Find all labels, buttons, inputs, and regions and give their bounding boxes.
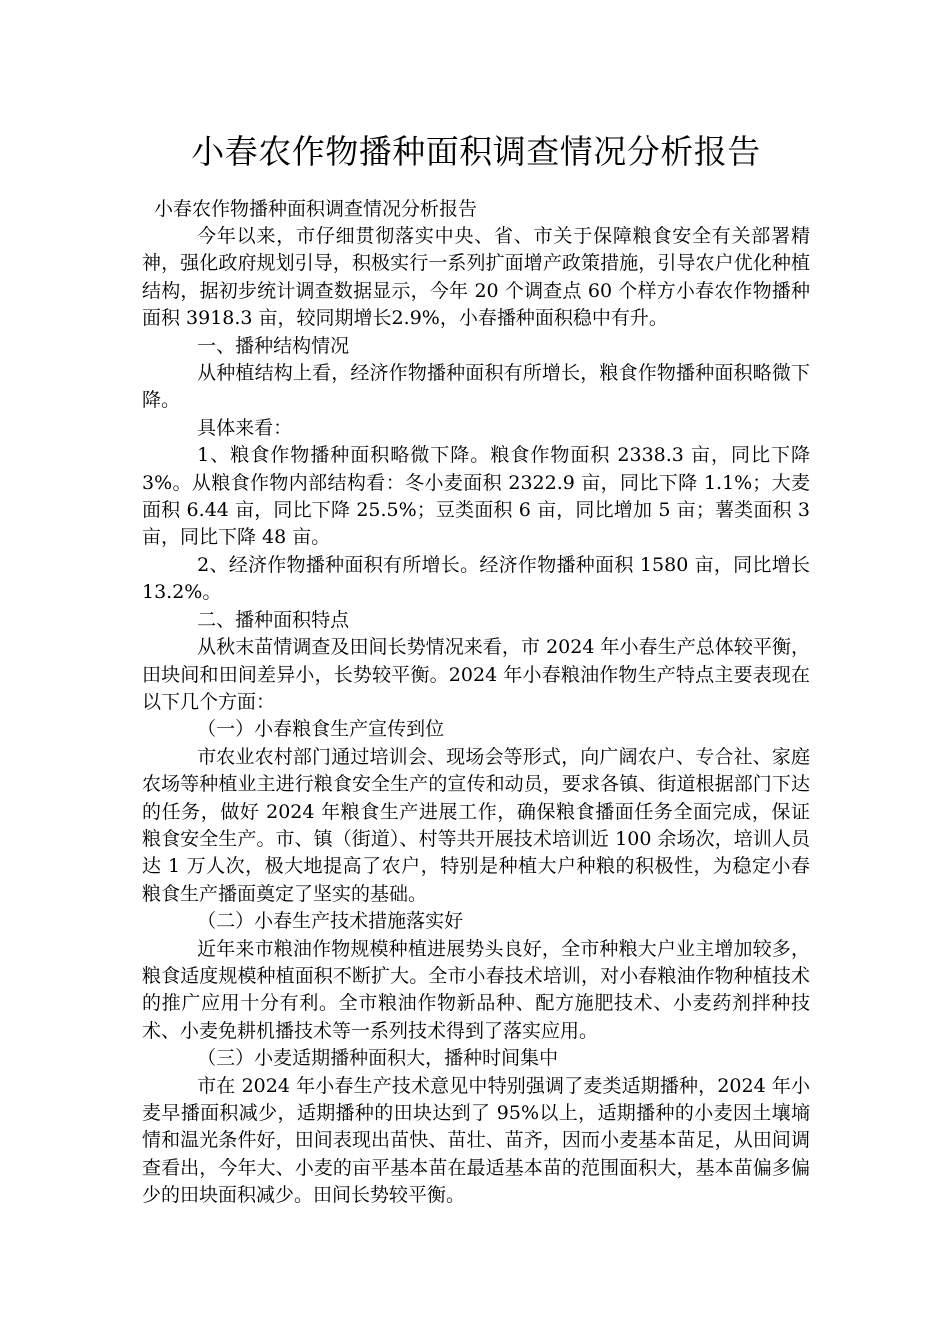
publicity-paragraph: 市农业农村部门通过培训会、现场会等形式，向广阔农户、专合社、家庭农场等种植业主进行粮食安全生产的宣传和动员，要求各镇、街道根据部门下达的任务，做好 2024 年粮食生产进展工作，确保粮食播面任务全面完成，保证粮食安全生产。市、镇（街道）、村等共开展技术培训近 100 余场次，培训人员达 1 万人次，极大地提高了农户，特别是种植大户种粮的积极性，为稳定小春粮食生产播面奠定了坚实的基础。 — [142, 745, 810, 905]
grain-crops-paragraph: 1、粮食作物播种面积略微下降。粮食作物面积 2338.3 亩，同比下降 3%。从粮食作物内部结构看：冬小麦面积 2322.9 亩，同比下降 1.1%；大麦面积 6.44 亩，同比下降 25.5%；豆类面积 6 亩，同比增加 5 亩；薯类面积 3 亩，同比下降 48 亩。 — [142, 444, 810, 549]
features-paragraph: 从秋末苗情调查及田间长势情况来看，市 2024 年小春生产总体较平衡，田块间和田间差异小，长势较平衡。2024 年小春粮油作物生产特点主要表现在以下几个方面： — [142, 636, 810, 713]
details-heading: 具体来看： — [197, 416, 293, 439]
sowing-paragraph: 市在 2024 年小春生产技术意见中特别强调了麦类适期播种，2024 年小麦早播面积减少，适期播种的田块达到了 95%以上，适期播种的小麦因土壤墒情和温光条件好，田间表现出苗快、苗壮、苗齐，因而小麦基本苗足，从田间调查看出，今年大、小麦的亩平基本苗在最适基本苗的范围面积大，基本苗偏多偏少的田块面积减少。田间长势较平衡。 — [142, 1074, 810, 1207]
section-heading-structure: 一、播种结构情况 — [197, 334, 350, 357]
document-subtitle: 小春农作物播种面积调查情况分析报告 — [154, 198, 478, 220]
document-page — [142, 130, 810, 1210]
subsection-heading-technology: （二）小春生产技术措施落实好 — [197, 910, 464, 933]
section-heading-features: 二、播种面积特点 — [197, 608, 350, 631]
structure-paragraph: 从种植结构上看，经济作物播种面积有所增长，粮食作物播种面积略微下降。 — [142, 362, 810, 412]
document-title: 小春农作物播种面积调查情况分析报告 — [191, 132, 761, 171]
intro-paragraph: 今年以来，市仔细贯彻落实中央、省、市关于保障粮食安全有关部署精神，强化政府规划引导，积极实行一系列扩面增产政策措施，引导农户优化种植结构，据初步统计调查数据显示，今年 20 个调查点 60 个样方小春农作物播种面积 3918.3 亩，较同期增长2.9%，小春播种面积稳中有升。 — [142, 225, 810, 330]
technology-paragraph: 近年来市粮油作物规模种植进展势头良好，全市种粮大户业主增加较多，粮食适度规模种植面积不断扩大。全市小春技术培训，对小春粮油作物种植技术的推广应用十分有利。全市粮油作物新品种、配方施肥技术、小麦药剂拌种技术、小麦免耕机播技术等一系列技术得到了落实应用。 — [142, 937, 810, 1042]
subsection-heading-sowing: （三）小麦适期播种面积大，播种时间集中 — [197, 1047, 559, 1070]
economic-crops-paragraph: 2、经济作物播种面积有所增长。经济作物播种面积 1580 亩，同比增长 13.2%。 — [142, 553, 810, 604]
subsection-heading-publicity: （一）小春粮食生产宣传到位 — [197, 718, 445, 741]
